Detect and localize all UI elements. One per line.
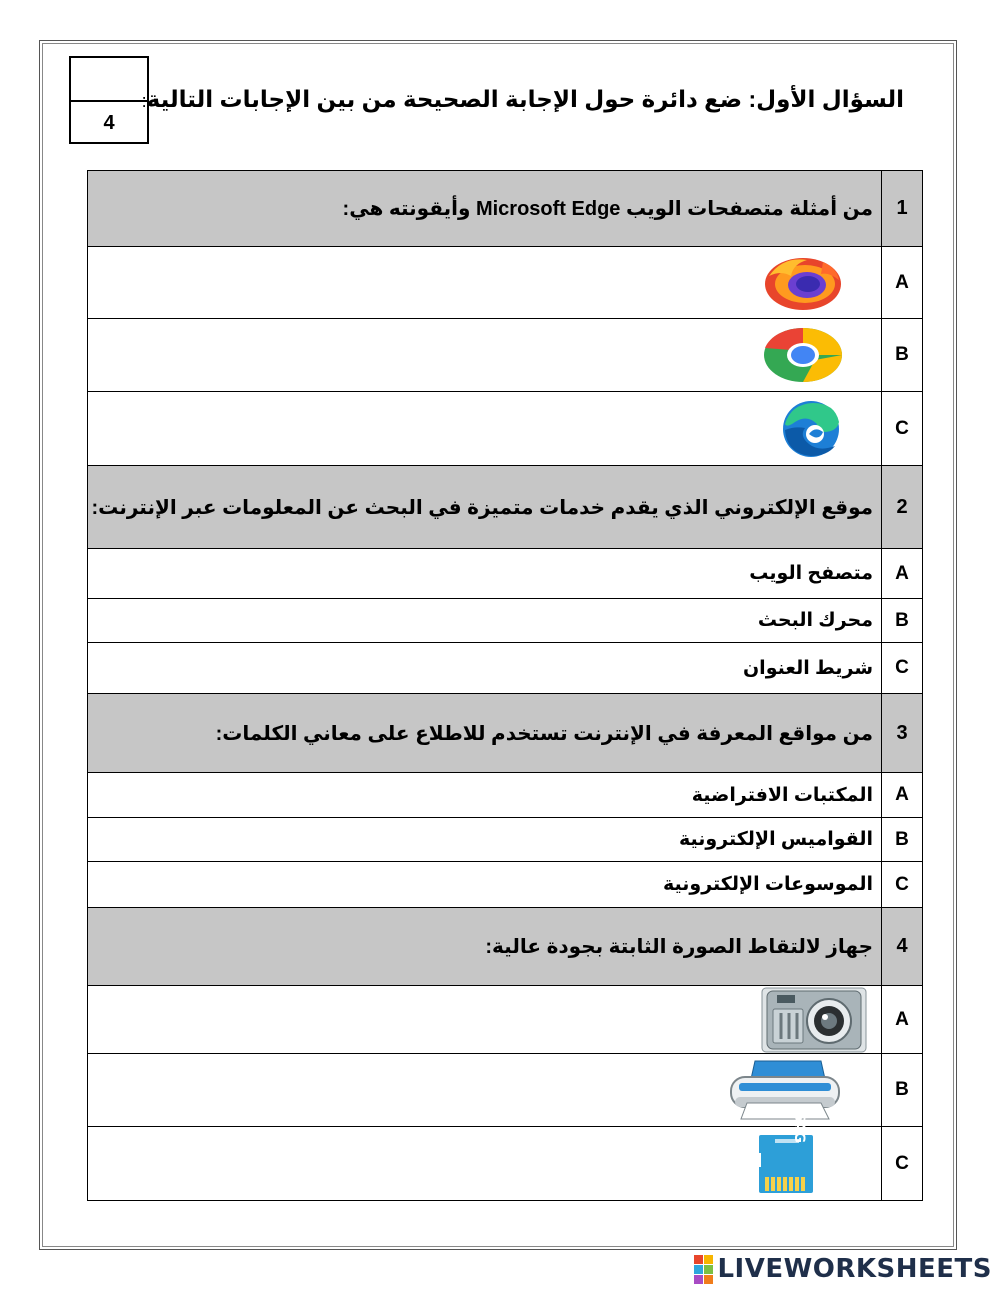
question-text: من مواقع المعرفة في الإنترنت تستخدم للاطلاع على معاني الكلمات:	[88, 694, 882, 773]
question-row	[88, 908, 923, 986]
option-letter[interactable]: B	[882, 1054, 923, 1127]
option-letter[interactable]: C	[882, 392, 923, 466]
option-row[interactable]	[88, 818, 923, 862]
option-text[interactable]: متصفح الويب	[88, 549, 882, 599]
question-number: 2	[882, 466, 923, 549]
score-box	[69, 56, 149, 144]
option-row[interactable]	[88, 773, 923, 818]
option-row[interactable]	[88, 599, 923, 643]
option-letter[interactable]: B	[882, 599, 923, 643]
question-text: موقع الإلكتروني الذي يقدم خدمات متميزة في البحث عن المعلومات عبر الإنترنت:	[88, 466, 882, 549]
firefox-icon[interactable]	[763, 254, 843, 312]
option-row[interactable]	[88, 986, 923, 1054]
question-row	[88, 171, 923, 247]
option-letter[interactable]: C	[882, 862, 923, 908]
option-letter[interactable]: C	[882, 643, 923, 694]
question-text-latin: Microsoft Edge	[475, 198, 621, 220]
option-text[interactable]: الموسوعات الإلكترونية	[88, 862, 882, 908]
option-text[interactable]: القواميس الإلكترونية	[88, 818, 882, 862]
question-number: 3	[882, 694, 923, 773]
option-letter[interactable]: A	[882, 549, 923, 599]
question-text	[88, 171, 882, 247]
title-colon: :	[141, 91, 147, 111]
printer-icon[interactable]	[725, 1057, 843, 1123]
camera-icon[interactable]	[761, 987, 867, 1053]
option-row[interactable]	[88, 1127, 923, 1201]
question-text-part: وأيقونته هي:	[342, 198, 471, 220]
title-text: السؤال الأول: ضع دائرة حول الإجابة الصحيحة من بين الإجابات التالية	[146, 86, 904, 112]
score-value: 4	[103, 111, 115, 134]
option-text[interactable]: شريط العنوان	[88, 643, 882, 694]
option-cell[interactable]	[88, 1054, 882, 1127]
option-text[interactable]: محرك البحث	[88, 599, 882, 643]
edge-icon[interactable]	[779, 400, 843, 458]
question-text: جهاز لالتقاط الصورة الثابتة بجودة عالية:	[88, 908, 882, 986]
option-row[interactable]	[88, 549, 923, 599]
chrome-icon[interactable]	[763, 326, 843, 384]
memory-card-label: 64G	[791, 1111, 807, 1143]
option-row[interactable]	[88, 862, 923, 908]
liveworksheets-logo	[694, 1254, 992, 1284]
question-row	[88, 466, 923, 549]
option-text[interactable]: المكتبات الافتراضية	[88, 773, 882, 818]
score-box-blank[interactable]	[71, 58, 147, 102]
quiz-table	[87, 170, 923, 1201]
logo-text: LIVEWORKSHEETS	[717, 1254, 992, 1284]
option-cell[interactable]	[88, 319, 882, 392]
question-row	[88, 694, 923, 773]
question-number: 4	[882, 908, 923, 986]
logo-mark-icon	[694, 1255, 713, 1284]
option-letter[interactable]: B	[882, 818, 923, 862]
question-text-part: من أمثلة متصفحات الويب	[625, 198, 873, 220]
option-letter[interactable]: B	[882, 319, 923, 392]
question-number: 1	[882, 171, 923, 247]
option-cell[interactable]	[88, 392, 882, 466]
option-row[interactable]	[88, 643, 923, 694]
option-row[interactable]	[88, 319, 923, 392]
option-row[interactable]	[88, 247, 923, 319]
memory-card-icon[interactable]	[755, 1111, 817, 1195]
option-cell[interactable]	[88, 986, 882, 1054]
option-row[interactable]	[88, 392, 923, 466]
option-letter[interactable]: C	[882, 1127, 923, 1201]
option-cell[interactable]	[88, 1111, 882, 1201]
option-cell[interactable]	[88, 247, 882, 319]
page-title	[142, 86, 904, 113]
option-letter[interactable]: A	[882, 986, 923, 1054]
option-letter[interactable]: A	[882, 247, 923, 319]
option-letter[interactable]: A	[882, 773, 923, 818]
